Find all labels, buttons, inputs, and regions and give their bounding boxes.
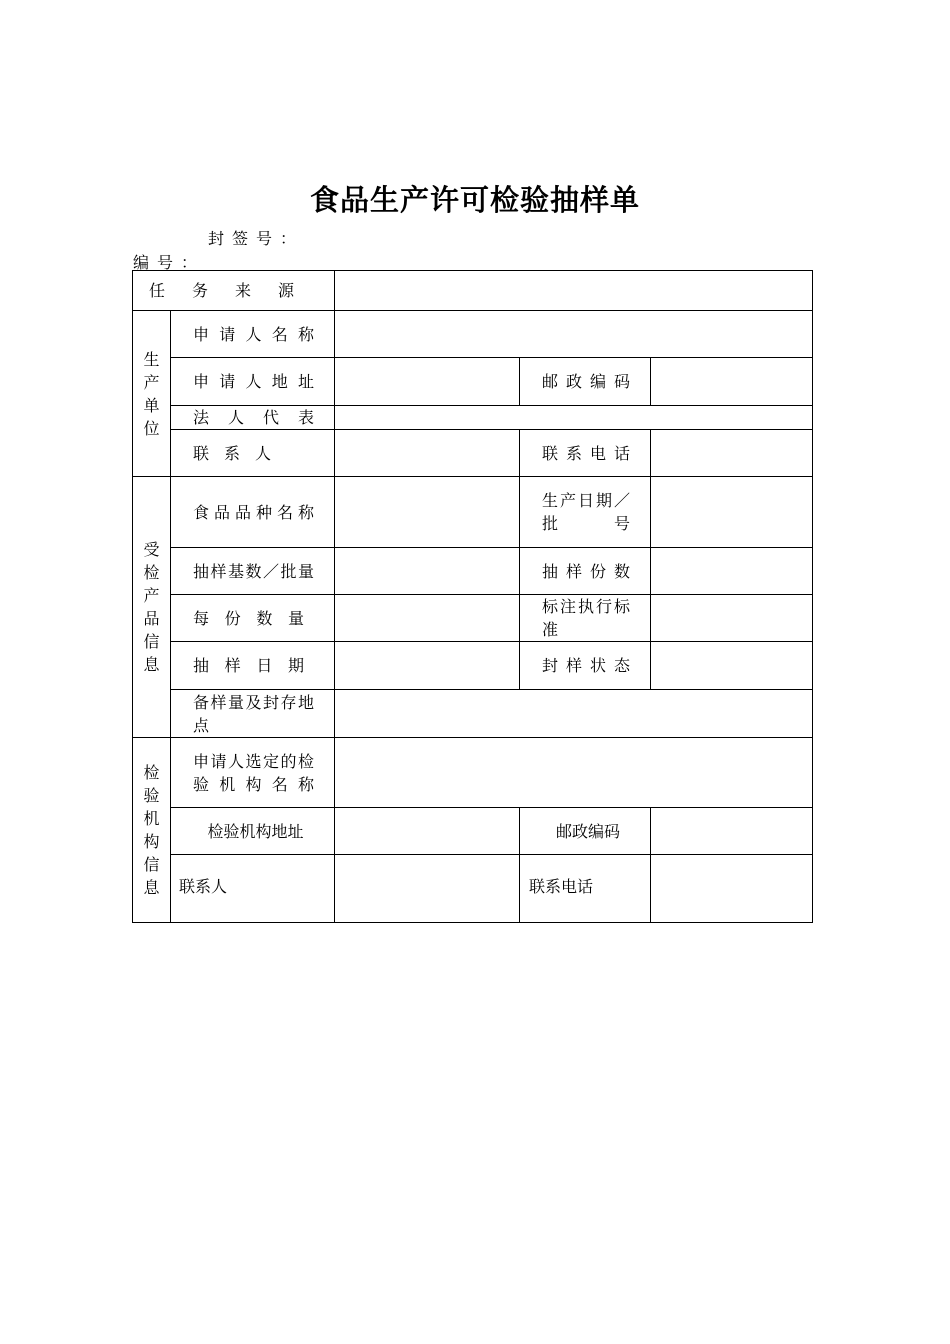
postal-code-label: 邮政编码 bbox=[520, 358, 651, 406]
applicant-name-label: 申请人名称 bbox=[171, 311, 335, 358]
prod-date-batch-field[interactable] bbox=[651, 477, 813, 548]
contact-phone-label: 联系电话 bbox=[520, 430, 651, 477]
institution-phone-field[interactable] bbox=[651, 855, 813, 923]
food-variety-field[interactable] bbox=[335, 477, 520, 548]
institution-address-label: 检验机构地址 bbox=[171, 808, 335, 855]
sampling-base-label: 抽样基数／批量 bbox=[171, 548, 335, 595]
qty-per-sample-field[interactable] bbox=[335, 595, 520, 642]
standard-label: 标注执行标准 bbox=[520, 595, 651, 642]
food-variety-label: 食品品种名称 bbox=[171, 477, 335, 548]
seal-number-label: 封签号： bbox=[208, 229, 305, 248]
qty-per-sample-label: 每份数量 bbox=[171, 595, 335, 642]
legal-rep-label: 法人代表 bbox=[171, 406, 335, 430]
reserve-sample-label: 备样量及封存地点 bbox=[171, 690, 335, 738]
institution-address-field[interactable] bbox=[335, 808, 520, 855]
applicant-address-field[interactable] bbox=[335, 358, 520, 406]
contact-label: 联系人 bbox=[171, 430, 335, 477]
sampling-form-table bbox=[132, 270, 813, 923]
sampling-date-field[interactable] bbox=[335, 642, 520, 690]
institution-phone-label: 联系电话 bbox=[520, 855, 651, 923]
standard-field[interactable] bbox=[651, 595, 813, 642]
sampling-base-field[interactable] bbox=[335, 548, 520, 595]
form-number-label: 编号： bbox=[133, 253, 206, 272]
contact-field[interactable] bbox=[335, 430, 520, 477]
institution-contact-label: 联系人 bbox=[171, 855, 335, 923]
sample-count-label: 抽样份数 bbox=[520, 548, 651, 595]
sampling-date-label: 抽样日期 bbox=[171, 642, 335, 690]
applicant-name-field[interactable] bbox=[335, 311, 813, 358]
postal-code-field[interactable] bbox=[651, 358, 813, 406]
seal-status-field[interactable] bbox=[651, 642, 813, 690]
applicant-address-label: 申请人地址 bbox=[171, 358, 335, 406]
seal-status-label: 封样状态 bbox=[520, 642, 651, 690]
institution-postal-field[interactable] bbox=[651, 808, 813, 855]
task-source-label: 任务来源 bbox=[133, 271, 335, 311]
selected-institution-field[interactable] bbox=[335, 738, 813, 808]
product-info-section: 受 检 产 品 信 息 bbox=[133, 477, 171, 738]
prod-date-batch-label: 生产日期／批号 bbox=[520, 477, 651, 548]
task-source-field[interactable] bbox=[335, 271, 813, 311]
selected-institution-label: 申请人选定的检验机构名称 bbox=[171, 738, 335, 808]
page-title: 食品生产许可检验抽样单 bbox=[309, 183, 640, 217]
institution-contact-field[interactable] bbox=[335, 855, 520, 923]
institution-postal-label: 邮政编码 bbox=[520, 808, 651, 855]
contact-phone-field[interactable] bbox=[651, 430, 813, 477]
reserve-sample-field[interactable] bbox=[335, 690, 813, 738]
legal-rep-field[interactable] bbox=[335, 406, 813, 430]
sample-count-field[interactable] bbox=[651, 548, 813, 595]
production-unit-section: 生 产 单 位 bbox=[133, 311, 171, 477]
institution-section: 检 验 机 构 信 息 bbox=[133, 738, 171, 923]
